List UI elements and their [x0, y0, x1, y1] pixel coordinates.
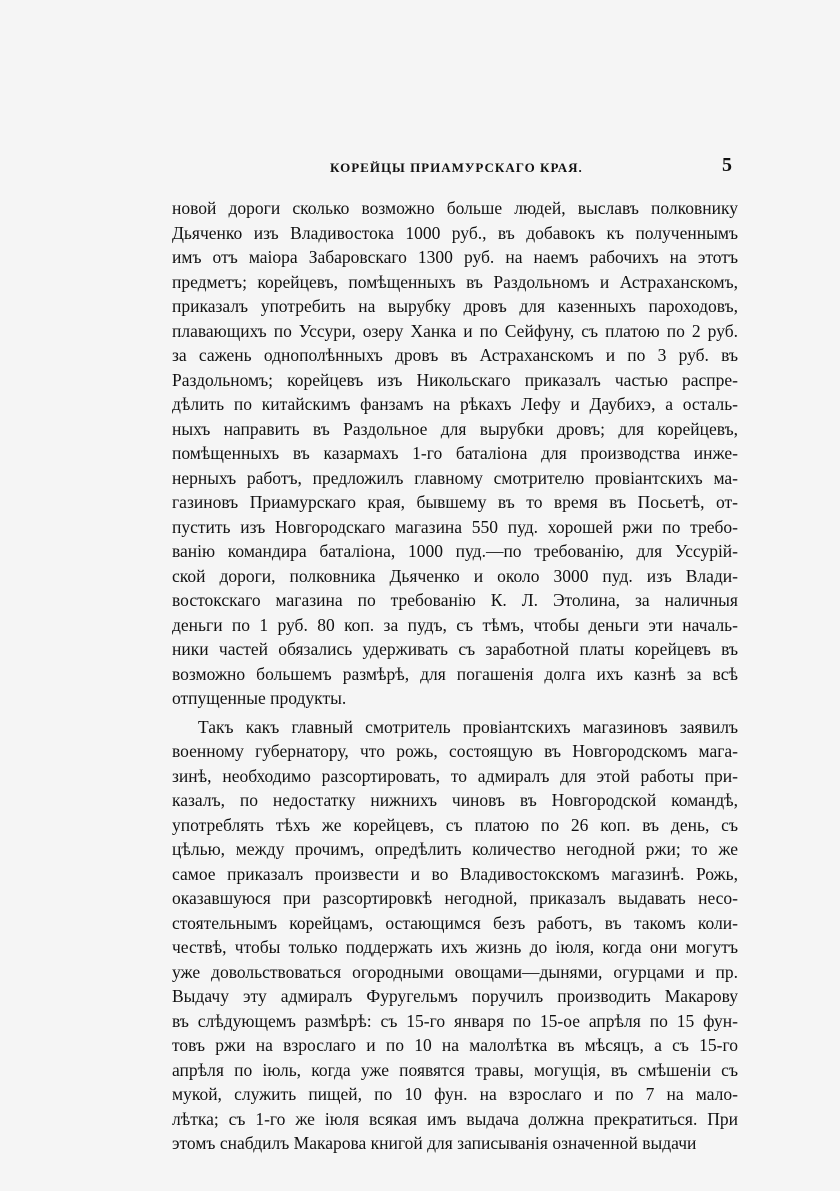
- text-line: приказалъ употребить на вырубку дровъ для казенныхъ пароходовъ,: [172, 296, 738, 316]
- text-line: ники частей обязались удерживать съ заработной платы корейцевъ въ: [172, 639, 738, 659]
- text-line: востокскаго магазина по требованію К. Л. Этолина, за наличныя: [172, 590, 738, 610]
- text-line: новой дороги сколько возможно больше людей, выславъ полковнику: [172, 198, 738, 218]
- running-header: [172, 148, 738, 184]
- text-line: ныхъ направить въ Раздольное для вырубки дровъ; для корейцевъ,: [172, 418, 738, 439]
- text-line: Такъ какъ главный смотритель провіантскихъ магазиновъ заявилъ: [198, 716, 738, 737]
- text-line: нерныхъ работъ, предложилъ главному смотрителю провіантскихъ ма-: [172, 467, 738, 488]
- text-line: предметъ; корейцевъ, помѣщенныхъ въ Раздольномъ и Астраханскомъ,: [172, 271, 738, 292]
- text-line: плавающихъ по Уссури, озеру Ханка и по Сейфуну, съ платою по 2 руб.: [172, 320, 738, 341]
- text-line: лѣтка; съ 1-го же іюля всякая имъ выдача должна прекратиться. При: [172, 1108, 738, 1129]
- text-line: чествѣ, чтобы только поддержать ихъ жизнь до іюля, когда они могутъ: [172, 937, 738, 957]
- text-line: апрѣля по іюль, когда уже появятся травы, могущія, въ смѣшеніи съ: [172, 1059, 738, 1080]
- page-number: 5: [722, 154, 732, 176]
- text-line: уже довольствоваться огородными овощами—дынями, огурцами и пр.: [172, 961, 738, 982]
- text-line: цѣлью, между прочимъ, опредѣлить количество негодной ржи; то же: [172, 839, 738, 859]
- text-line: имъ отъ маіора Забаровскаго 1300 руб. на наемъ рабочихъ на этотъ: [172, 247, 738, 267]
- text-line: оказавшуюся при разсортировкѣ негодной, приказалъ выдавать несо-: [172, 888, 738, 908]
- text-line: дѣлить по китайскимъ фанзамъ на рѣкахъ Лефу и Даубихэ, а осталь-: [172, 394, 738, 414]
- text-line: газиновъ Приамурскаго края, бывшему въ то время въ Посьетѣ, от-: [172, 492, 738, 512]
- text-line: стоятельнымъ корейцамъ, остающимся безъ работъ, въ такомъ коли-: [172, 912, 738, 933]
- text-line: пустить изъ Новгородскаго магазина 550 пуд. хорошей ржи по требо-: [172, 516, 738, 537]
- text-line: въ слѣдующемъ размѣрѣ: съ 15-го января по 15-ое апрѣля по 15 фун-: [172, 1010, 738, 1031]
- text-line: военному губернатору, что рожь, состоящую въ Новгородскомъ мага-: [172, 741, 738, 761]
- text-line: помѣщенныхъ въ казармахъ 1-го баталіона для производства инже-: [172, 443, 738, 463]
- text-line: самое приказалъ произвести и во Владивостокскомъ магазинѣ. Рожь,: [172, 863, 738, 884]
- header-title: КОРЕЙЦЫ ПРИАМУРСКАГО КРАЯ.: [330, 160, 583, 175]
- text-line: употреблять тѣхъ же корейцевъ, съ платою по 26 коп. въ день, съ: [172, 814, 738, 835]
- text-line: мукой, служить пищей, по 10 фун. на взрослаго и по 7 на мало-: [172, 1084, 738, 1104]
- text-line: этомъ снабдилъ Макарова книгой для записыванія означенной выдачи: [172, 1133, 697, 1153]
- text-line: отпущенные продукты.: [172, 688, 347, 708]
- text-line: Дьяченко изъ Владивостока 1000 руб., въ добавокъ къ полученнымъ: [172, 222, 738, 243]
- text-line: деньги по 1 руб. 80 коп. за пудъ, съ тѣмъ, чтобы деньги эти началь-: [172, 614, 738, 635]
- paragraph-1: [172, 196, 738, 711]
- text-line: товъ ржи на взрослаго и по 10 на малолѣтка въ мѣсяцъ, а съ 15-го: [172, 1035, 738, 1055]
- text-line: ской дороги, полковника Дьяченко и около 3000 пуд. изъ Влади-: [172, 565, 738, 586]
- text-line: возможно большемъ размѣрѣ, для погашенія долга ихъ казнѣ за всѣ: [172, 663, 738, 684]
- text-line: за сажень однополѣнныхъ дровъ въ Астраханскомъ и по 3 руб. въ: [172, 345, 738, 365]
- text-line: Выдачу эту адмиралъ Фуругельмъ поручилъ производить Макарову: [172, 986, 738, 1006]
- text-line: казалъ, по недостатку нижнихъ чиновъ въ Новгородской командѣ,: [172, 790, 738, 810]
- text-line: ванію командира баталіона, 1000 пуд.—по требованію, для Уссурій-: [172, 541, 738, 561]
- body-text: [172, 196, 738, 1156]
- text-line: Раздольномъ; корейцевъ изъ Никольскаго приказалъ частью распре-: [172, 369, 738, 390]
- text-line: зинѣ, необходимо разсортировать, то адмиралъ для этой работы при-: [172, 765, 738, 786]
- paragraph-2: [172, 715, 738, 1156]
